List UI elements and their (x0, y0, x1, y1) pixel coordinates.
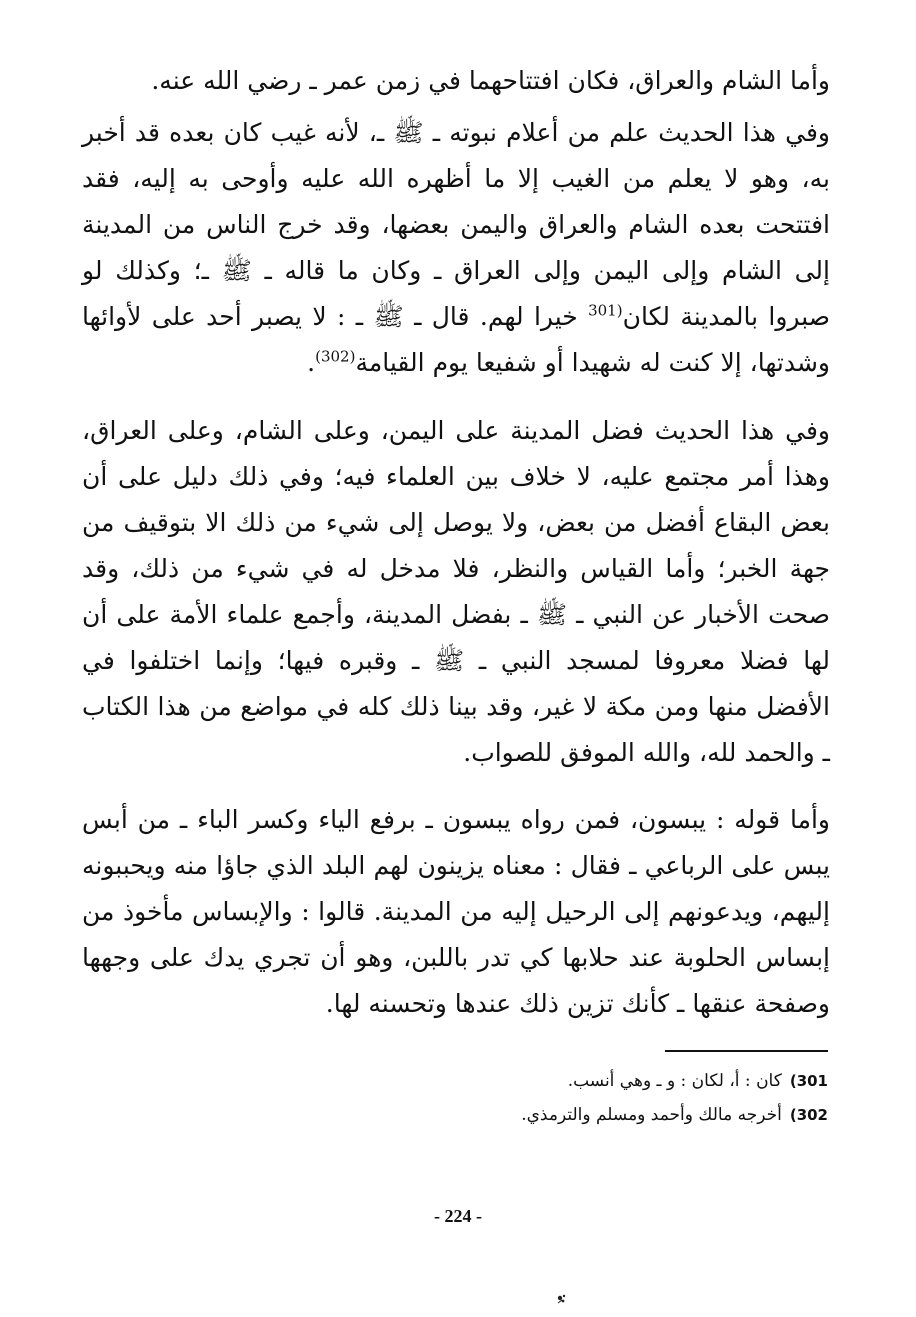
footnote-number: 302) (789, 1106, 828, 1124)
footnote-divider (665, 1050, 828, 1052)
scan-speck-icon (555, 1292, 569, 1306)
footnote-ref-301: (301 (588, 301, 623, 320)
footnote-302 (400, 1098, 828, 1132)
paragraph-2-part-2: خيرا لهم. قال ـ ﷺ ـ : لا يصبر أحد على لأوائها وشدتها، إلا كنت له شهيدا أو شفيعا يوم القيامة (82, 302, 830, 377)
footnote-ref-302: (302) (315, 347, 356, 366)
footnotes (400, 1064, 828, 1132)
paragraph-4: وأما قوله : يبسون، فمن رواه يبسون ـ برفع الياء وكسر الباء ـ من أبس يبس على الرباعي ـ فقال : معناه يزينون لهم البلد الذي جاؤا منه ويحببونه إليهم، ويدعونهم إلى الرحيل إليه من المدينة. قالوا : والإبساس مأخوذ من إبساس الحلوبة عند حلابها كي تدر باللبن، وهو أن تجري يدك على وجهها وصفحة عنقها ـ كأنك تزين ذلك عندها وتحسنه لها. (82, 805, 830, 1018)
page-number: - 224 - (434, 1206, 482, 1226)
footnote-text: كان : أ، لكان : و ـ وهي أنسب. (567, 1071, 782, 1091)
footnote-text: أخرجه مالك وأحمد ومسلم والترمذي. (521, 1105, 782, 1125)
paragraph-2-part-3: . (307, 348, 316, 377)
paragraph-2 (82, 110, 830, 386)
paragraph-3: وفي هذا الحديث فضل المدينة على اليمن، وعلى الشام، وعلى العراق، وهذا أمر مجتمع عليه، لا خلاف بين العلماء فيه؛ وفي ذلك دليل على أن بعض البقاع أفضل من بعض، ولا يوصل إلى شيء من ذلك الا بتوقيف من جهة الخبر؛ وأما القياس والنظر، فلا مدخل له في شيء من ذلك، وقد صحت الأخبار عن النبي ـ ﷺ ـ بفضل المدينة، وأجمع علماء الأمة على أن لها فضلا معروفا لمسجد النبي ـ ﷺ ـ وقبره فيها؛ وإنما اختلفوا في الأفضل منها ومن مكة لا غير، وقد بينا ذلك كله في مواضع من هذا الكتاب ـ والحمد لله، والله الموفق للصواب. (82, 416, 830, 767)
footnote-301 (400, 1064, 828, 1098)
paragraph-2-part-1: وفي هذا الحديث علم من أعلام نبوته ـ ﷺ ـ، لأنه غيب كان بعده قد أخبر به، وهو لا يعلم من الغيب إلا ما أظهره الله عليه وأوحى به إليه، فقد افتتحت بعده الشام والعراق واليمن بعضها، وقد خرج الناس من المدينة إلى الشام وإلى اليمن وإلى العراق ـ وكان ما قاله ـ ﷺ ـ؛ وكذلك لو صبروا بالمدينة لكان (82, 118, 830, 331)
paragraph-1: وأما الشام والعراق، فكان افتتاحهما في زمن عمر ـ رضي الله عنه. (151, 66, 830, 95)
footnote-number: 301) (789, 1072, 828, 1090)
